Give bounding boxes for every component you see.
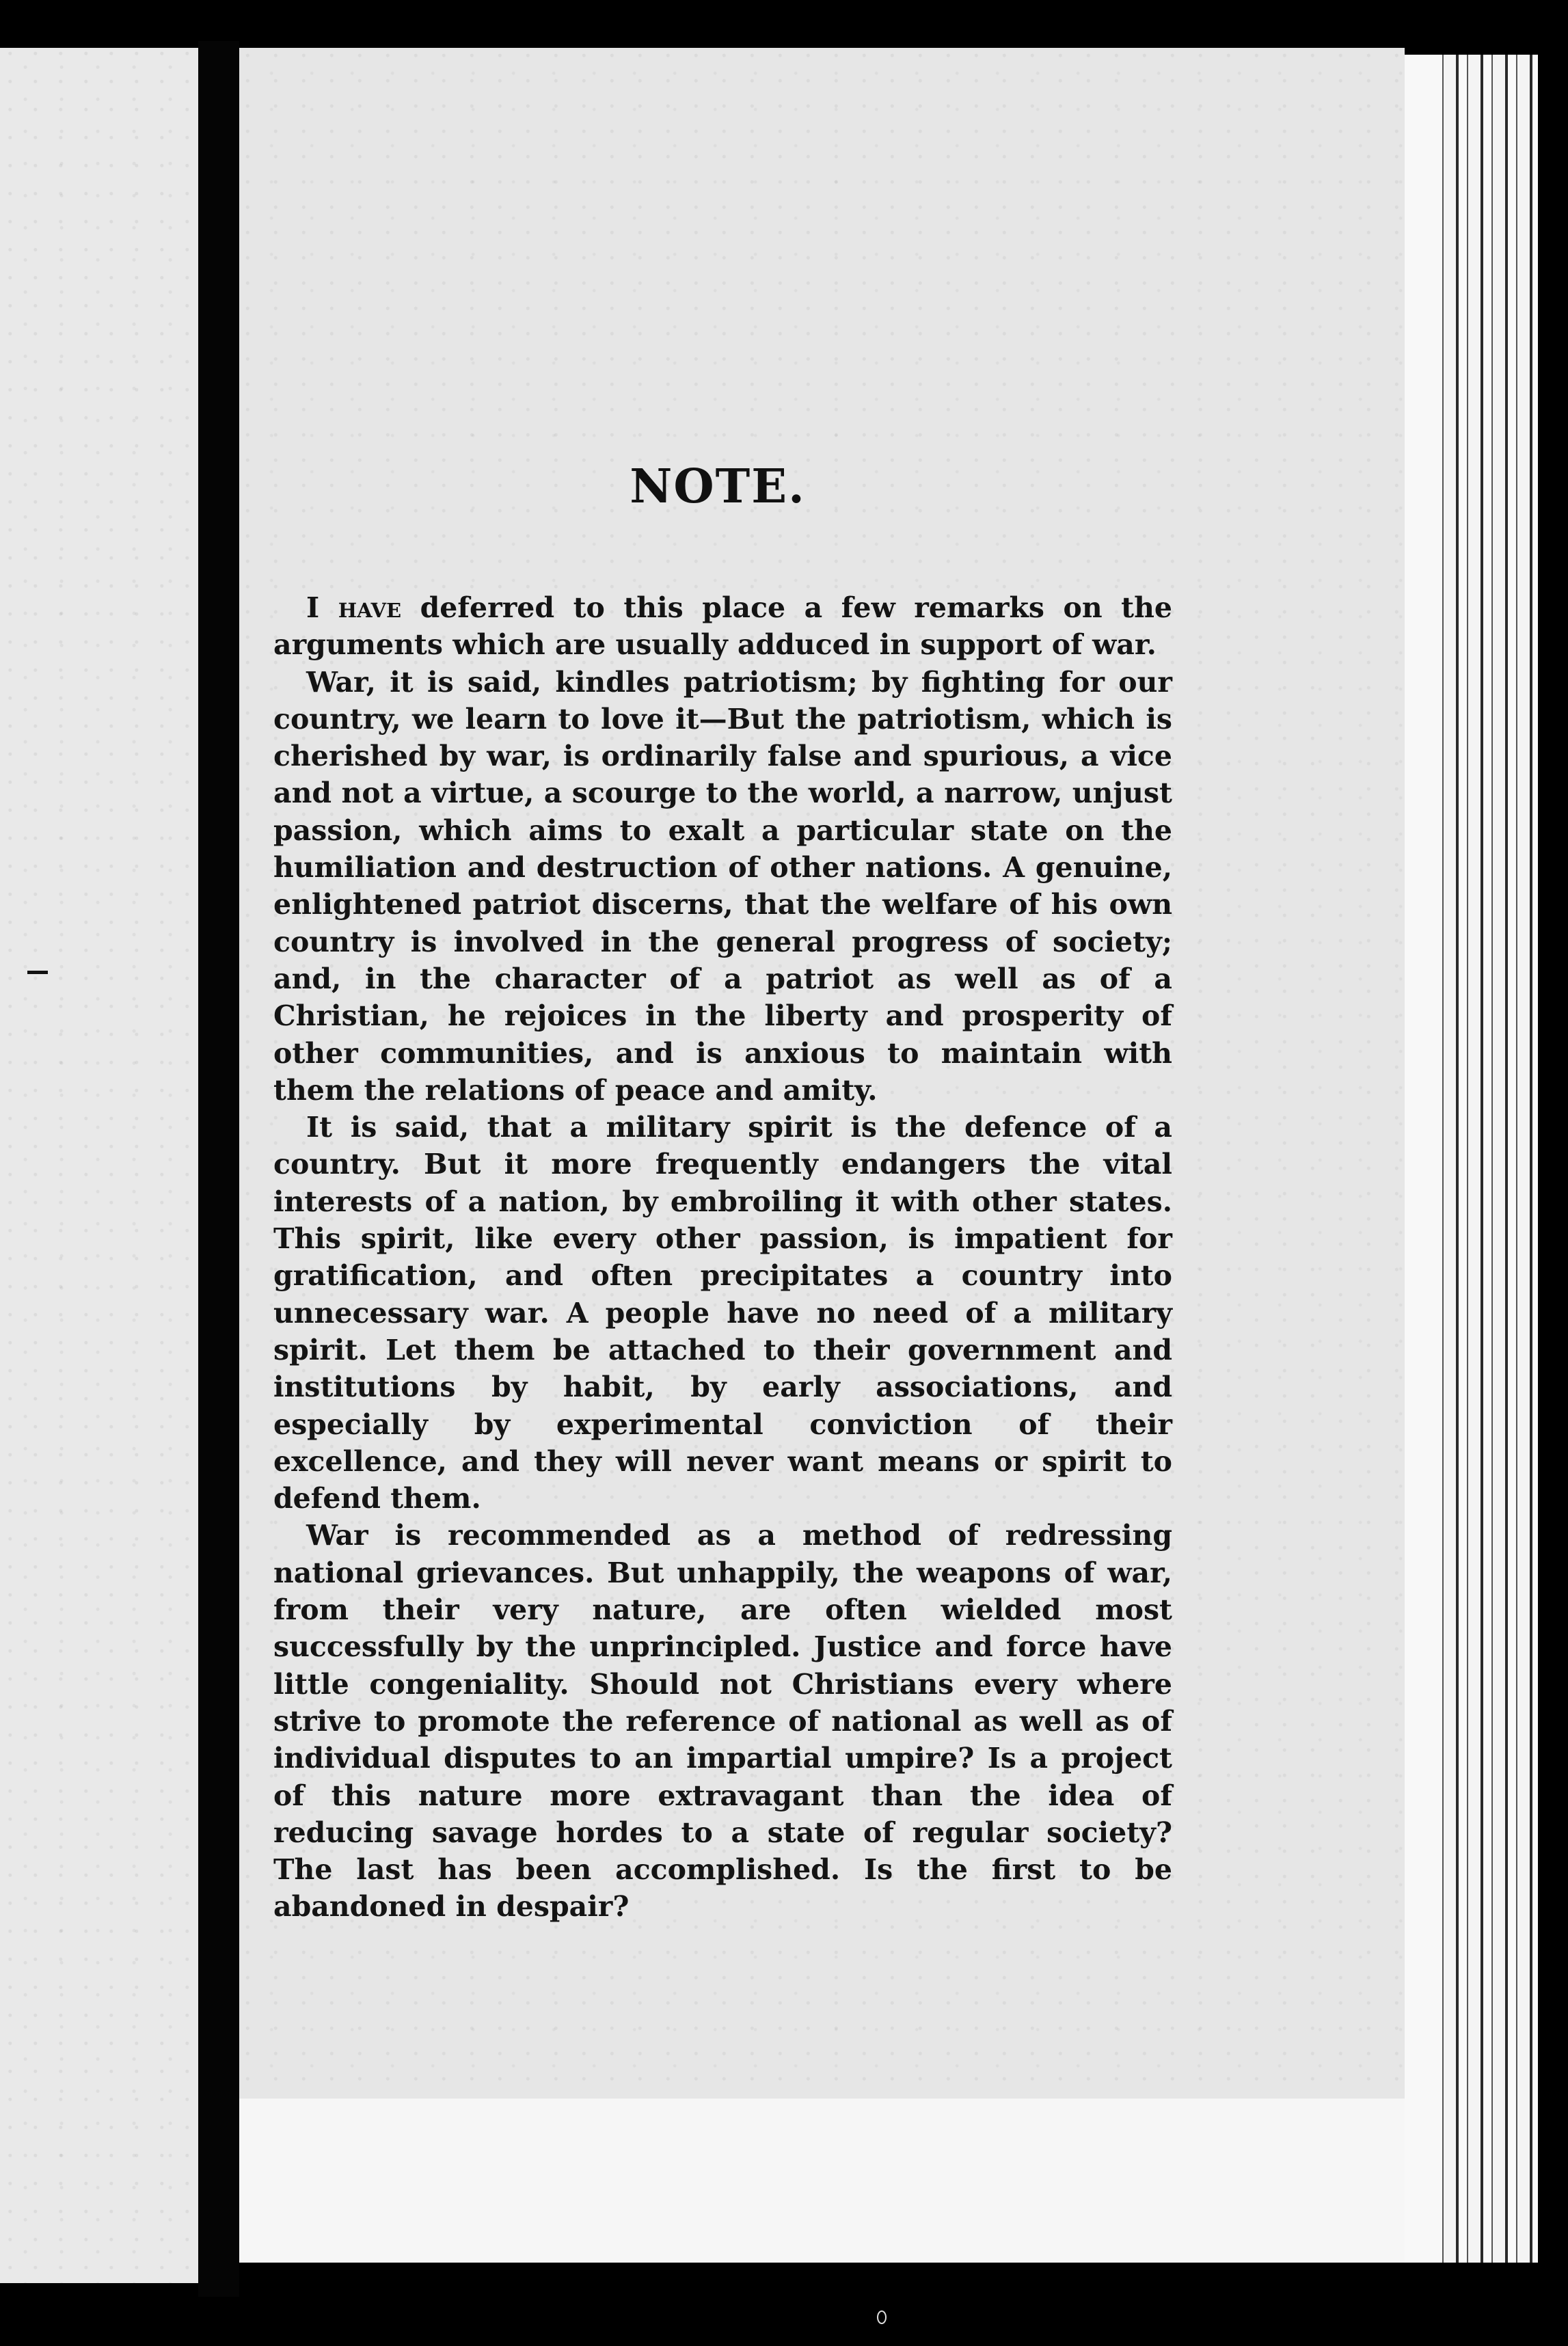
body-text xyxy=(273,589,1172,1926)
paragraph-2: War, it is said, kindles patriotism; by fighting for our country, we learn to love it—But the patriotism, which is cherished by war, is ordinarily false and spurious, a vice and not a virtue, a scourge to the world, a narrow, unjust passion, which aims to exalt a particular state on the humiliation and destruction of other nations. A genuine, enlightened patriot discerns, that the welfare of his own country is involved in the general progress of society; and, in the character of a patriot as well as of a Christian, he rejoices in the liberty and prosperity of other communities, and is anxious to maintain with them the relations of peace and amity. xyxy=(273,665,1172,1107)
paragraph-3: It is said, that a military spirit is the defence of a country. But it more frequently endangers the vital interests of a nation, by embroiling it with other states. This spirit, like every other passion, is impatient for gratification, and often precipitates a country into unnecessary war. A people have no need of a military spirit. Let them be attached to their government and institutions by habit, by early associations, and especially by experimental conviction of their excellence, and they will never want means or spirit to defend them. xyxy=(273,1111,1172,1515)
lead-word: I xyxy=(306,591,320,624)
paragraph-1-text: deferred to this place a few remarks on the arguments which are usually adduced in support of war. xyxy=(273,591,1172,662)
folio-mark xyxy=(877,2310,887,2324)
paragraph-1 xyxy=(273,589,1172,664)
stray-ink-mark xyxy=(27,971,48,974)
page-heading: NOTE. xyxy=(630,459,806,514)
lead-smallcaps: have xyxy=(338,591,402,624)
book-gutter xyxy=(198,41,239,2297)
page-bottom-margin xyxy=(239,2099,1405,2263)
paragraph-4: War is recommended as a method of redressing national grievances. But unhappily, the weapons of war, from their very nature, are often wielded most successfully by the unprincipled. Justice and force have little congeniality. Should not Christians every where strive to promote the reference of national as well as of individual disputes to an impartial umpire? Is a project of this nature more extravagant than the idea of reducing savage hordes to a state of regular society? The last has been accomplished. Is the first to be abandoned in despair? xyxy=(273,1519,1172,1924)
facing-page-fragment xyxy=(0,48,198,2283)
